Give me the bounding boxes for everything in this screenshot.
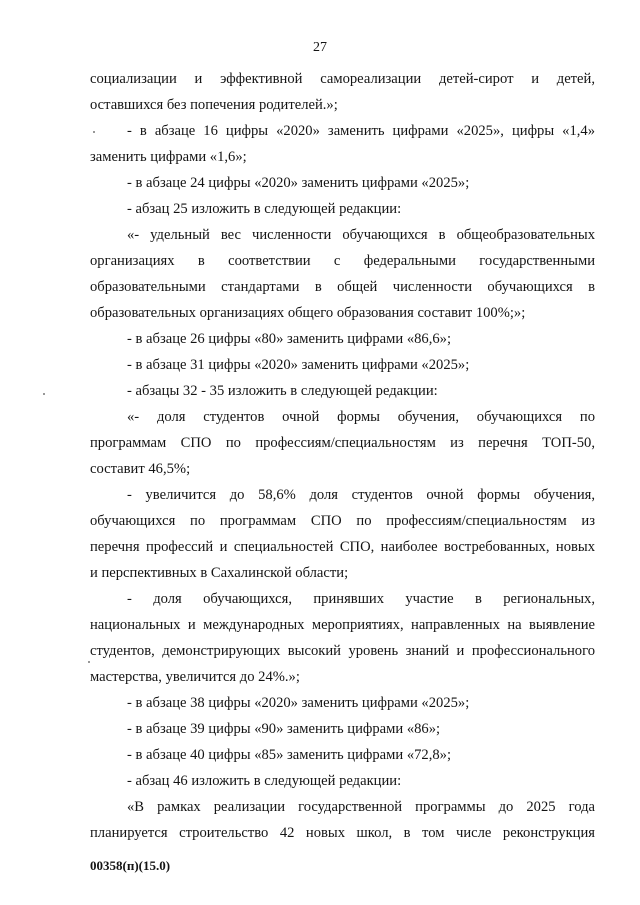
document-body <box>90 66 595 846</box>
text-line: - абзац 25 изложить в следующей редакции: <box>127 201 402 217</box>
text-line: организациях в соответствии с федеральными государственными <box>90 253 595 269</box>
text-line: обучающихся по программам СПО по профессиям/специальностям из <box>90 513 595 529</box>
text-line: - в абзаце 38 цифры «2020» заменить цифрами «2025»; <box>127 695 470 711</box>
document-code: 00358(п)(15.0) <box>90 858 171 873</box>
text-line: - в абзаце 31 цифры «2020» заменить цифрами «2025»; <box>127 357 470 373</box>
scan-speck <box>93 131 95 133</box>
text-line: программам СПО по профессиям/специальностям из перечня ТОП-50, <box>90 435 595 451</box>
text-line: - доля обучающихся, принявших участие в региональных, <box>127 591 595 607</box>
text-line: перечня профессий и специальностей СПО, наиболее востребованных, новых <box>90 539 595 555</box>
text-line: студентов, демонстрирующих высокий уровень знаний и профессионального <box>90 643 595 659</box>
text-line: оставшихся без попечения родителей.»; <box>90 97 338 113</box>
text-line: заменить цифрами «1,6»; <box>90 149 247 165</box>
text-line: и перспективных в Сахалинской области; <box>90 565 349 581</box>
text-line: «- доля студентов очной формы обучения, обучающихся по <box>127 409 595 425</box>
text-line: - в абзаце 16 цифры «2020» заменить цифрами «2025», цифры «1,4» <box>127 123 595 139</box>
text-line: - увеличится до 58,6% доля студентов очной формы обучения, <box>127 487 595 503</box>
text-line: социализации и эффективной самореализации детей-сирот и детей, <box>90 71 595 87</box>
text-line: планируется строительство 42 новых школ, в том числе реконструкция <box>90 825 595 841</box>
text-line: - в абзаце 26 цифры «80» заменить цифрами «86,6»; <box>127 331 452 347</box>
page-number: 27 <box>313 40 327 55</box>
text-line: образовательных организациях общего образования составит 100%;»; <box>90 305 526 321</box>
text-line: мастерства, увеличится до 24%.»; <box>90 669 300 685</box>
text-line: - в абзаце 24 цифры «2020» заменить цифрами «2025»; <box>127 175 470 191</box>
text-line: национальных и международных мероприятиях, направленных на выявление <box>90 617 595 633</box>
text-line: - абзацы 32 - 35 изложить в следующей редакции: <box>127 383 438 399</box>
text-line: «В рамках реализации государственной программы до 2025 года <box>127 799 595 815</box>
text-line: - в абзаце 39 цифры «90» заменить цифрами «86»; <box>127 721 441 737</box>
text-line: - абзац 46 изложить в следующей редакции: <box>127 773 402 789</box>
text-line: составит 46,5%; <box>90 461 191 477</box>
scan-speck <box>88 661 90 663</box>
scan-speck <box>43 393 45 395</box>
text-line: - в абзаце 40 цифры «85» заменить цифрами «72,8»; <box>127 747 452 763</box>
text-line: образовательными стандартами в общей численности обучающихся в <box>90 279 595 295</box>
text-line: «- удельный вес численности обучающихся в общеобразовательных <box>127 227 595 243</box>
